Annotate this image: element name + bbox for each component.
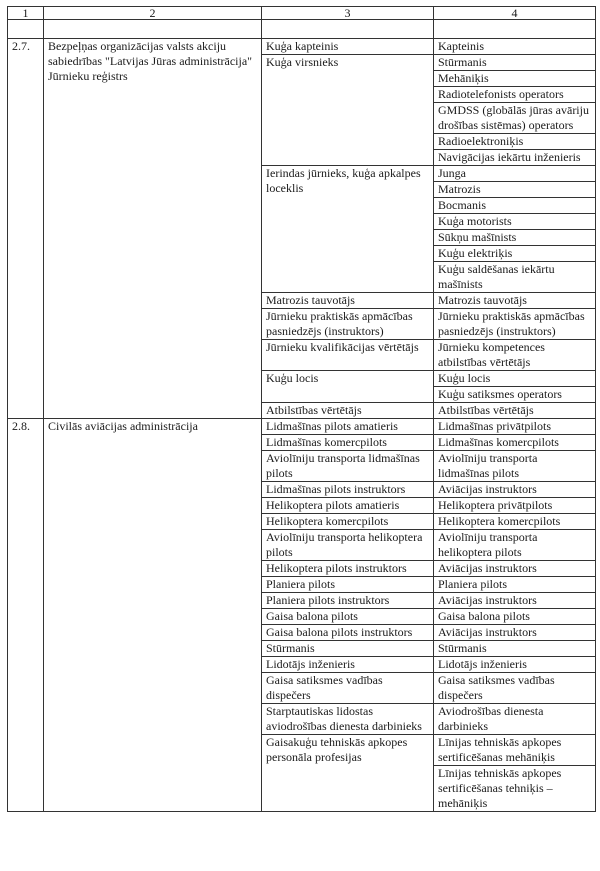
section-number — [8, 39, 44, 419]
qualification-cell: Aviodrošības dienesta darbinieks — [434, 704, 596, 735]
header-col-1: 1 — [8, 7, 44, 20]
position-cell: Gaisa balona pilots — [262, 609, 434, 625]
qualification-cell: Aviācijas instruktors — [434, 561, 596, 577]
qualification-cell: Matrozis tauvotājs — [434, 293, 596, 309]
position-cell: Gaisakuģu tehniskās apkopes personāla profesijas — [262, 735, 434, 812]
position-cell: Atbilstības vērtētājs — [262, 403, 434, 419]
position-cell: Lidotājs inženieris — [262, 657, 434, 673]
position-cell: Kuģu locis — [262, 371, 434, 403]
qualification-cell: Kuģu locis — [434, 371, 596, 387]
position-cell: Kuģa virsnieks — [262, 55, 434, 166]
position-cell: Jūrnieku kvalifikācijas vērtētājs — [262, 340, 434, 371]
qualification-cell: Līnijas tehniskās apkopes sertificēšanas tehniķis – mehāniķis — [434, 766, 596, 812]
qualification-cell: Gaisa balona pilots — [434, 609, 596, 625]
qualification-cell: Radiotelefonists operators — [434, 87, 596, 103]
header-col-2: 2 — [44, 7, 262, 20]
section-number-text: 2.7. — [12, 39, 30, 53]
qualification-cell: Stūrmanis — [434, 641, 596, 657]
qualification-cell: Aviolīniju transporta helikoptera pilots — [434, 530, 596, 561]
qualification-cell: Kuģu satiksmes operators — [434, 387, 596, 403]
institution-cell — [44, 39, 262, 419]
position-cell: Helikoptera pilots amatieris — [262, 498, 434, 514]
qualification-cell: Jūrnieku kompetences atbilstības vērtētājs — [434, 340, 596, 371]
header-col-4: 4 — [434, 7, 596, 20]
qualification-cell: Lidmašīnas komercpilots — [434, 435, 596, 451]
profession-table — [7, 6, 596, 812]
qualification-cell: Radioelektroniķis — [434, 134, 596, 150]
position-cell: Aviolīniju transporta lidmašīnas pilots — [262, 451, 434, 482]
position-cell: Kuģa kapteinis — [262, 39, 434, 55]
qualification-cell: Jūrnieku praktiskās apmācības pasniedzējs (instruktors) — [434, 309, 596, 340]
qualification-cell: GMDSS (globālās jūras avāriju drošības sistēmas) operators — [434, 103, 596, 134]
position-cell: Ierindas jūrnieks, kuģa apkalpes loceklis — [262, 166, 434, 293]
qualification-cell: Sūkņu mašīnists — [434, 230, 596, 246]
position-cell: Starptautiskas lidostas aviodrošības dienesta darbinieks — [262, 704, 434, 735]
qualification-cell: Navigācijas iekārtu inženieris — [434, 150, 596, 166]
position-cell: Lidmašīnas komercpilots — [262, 435, 434, 451]
qualification-cell: Helikoptera privātpilots — [434, 498, 596, 514]
position-cell: Jūrnieku praktiskās apmācības pasniedzējs (instruktors) — [262, 309, 434, 340]
qualification-cell: Kuģu elektriķis — [434, 246, 596, 262]
qualification-cell: Lidotājs inženieris — [434, 657, 596, 673]
table-row — [8, 419, 596, 435]
position-cell: Aviolīniju transporta helikoptera pilots — [262, 530, 434, 561]
institution-cell — [44, 419, 262, 812]
position-cell: Gaisa balona pilots instruktors — [262, 625, 434, 641]
qualification-cell: Lidmašīnas privātpilots — [434, 419, 596, 435]
qualification-cell: Mehāniķis — [434, 71, 596, 87]
section-number — [8, 419, 44, 812]
header-row — [8, 7, 596, 20]
position-cell: Gaisa satiksmes vadības dispečers — [262, 673, 434, 704]
header-col-3: 3 — [262, 7, 434, 20]
institution-name: Civilās aviācijas administrācija — [48, 419, 198, 433]
position-cell: Lidmašīnas pilots instruktors — [262, 482, 434, 498]
qualification-cell: Stūrmanis — [434, 55, 596, 71]
position-cell: Lidmašīnas pilots amatieris — [262, 419, 434, 435]
qualification-cell: Kapteinis — [434, 39, 596, 55]
position-cell: Planiera pilots — [262, 577, 434, 593]
table-body — [8, 7, 596, 812]
qualification-cell: Kuģa motorists — [434, 214, 596, 230]
qualification-cell: Aviācijas instruktors — [434, 593, 596, 609]
qualification-cell: Junga — [434, 166, 596, 182]
position-cell: Stūrmanis — [262, 641, 434, 657]
qualification-cell: Helikoptera komercpilots — [434, 514, 596, 530]
qualification-cell: Matrozis — [434, 182, 596, 198]
position-cell: Matrozis tauvotājs — [262, 293, 434, 309]
table-row — [8, 39, 596, 55]
qualification-cell: Aviolīniju transporta lidmašīnas pilots — [434, 451, 596, 482]
section-number-text: 2.8. — [12, 419, 30, 433]
spacer-row — [8, 20, 596, 39]
qualification-cell: Atbilstības vērtētājs — [434, 403, 596, 419]
qualification-cell: Bocmanis — [434, 198, 596, 214]
position-cell: Helikoptera komercpilots — [262, 514, 434, 530]
document-page — [7, 6, 595, 812]
qualification-cell: Aviācijas instruktors — [434, 625, 596, 641]
qualification-cell: Aviācijas instruktors — [434, 482, 596, 498]
qualification-cell: Planiera pilots — [434, 577, 596, 593]
qualification-cell: Līnijas tehniskās apkopes sertificēšanas mehāniķis — [434, 735, 596, 766]
qualification-cell: Kuģu saldēšanas iekārtu mašīnists — [434, 262, 596, 293]
institution-name: Bezpeļņas organizācijas valsts akciju sabiedrības "Latvijas Jūras administrācija" Jūrnieku reģistrs — [48, 39, 253, 83]
position-cell: Planiera pilots instruktors — [262, 593, 434, 609]
qualification-cell: Gaisa satiksmes vadības dispečers — [434, 673, 596, 704]
position-cell: Helikoptera pilots instruktors — [262, 561, 434, 577]
